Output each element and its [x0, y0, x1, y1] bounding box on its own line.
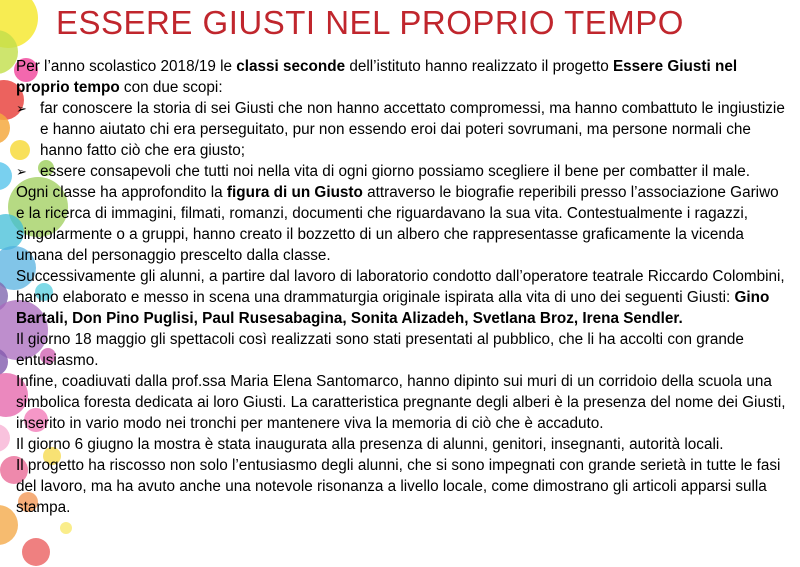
bold-figure: figura di un Giusto	[226, 184, 363, 201]
project-paragraph: Il progetto ha riscosso non solo l’entusiasmo degli alunni, che si sono impegnati con grande serietà in tutte le fasi del lavoro, ma ha avuto anche una notevole risonanza a livello locale, come dimostrano gli articoli apparsi sulla stampa.	[16, 457, 781, 516]
class-paragraph	[16, 182, 790, 266]
intro-bold-project: Essere Giusti nel proprio tempo	[16, 58, 738, 96]
page-title: ESSERE GIUSTI NEL PROPRIO TEMPO	[56, 4, 684, 41]
intro-bold-classes: classi seconde	[236, 58, 346, 75]
list-item-text: essere consapevoli che tutti noi nella vita di ogni giorno possiamo scegliere il bene per combatter il male.	[40, 163, 750, 180]
bubble	[0, 424, 10, 452]
paragraph-text: Successivamente gli alunni, a partire dal lavoro di laboratorio condotto dall’operatore teatrale Riccardo Colombini, hanno elaborato e messo in scena una drammaturgia originale ispirata alla vita di uno dei seguenti Giusti:	[16, 268, 785, 306]
article-body	[16, 56, 790, 518]
bubble	[0, 162, 12, 190]
giusti-names: Gino Bartali, Don Pino Puglisi, Paul Rusesabagina, Sonita Alizadeh, Svetlana Broz, Irena Sendler.	[16, 289, 770, 327]
intro-text: con due scopi:	[119, 79, 223, 96]
arrow-bullet-icon: ➢	[16, 164, 27, 179]
may-paragraph: Il giorno 18 maggio gli spettacoli così realizzati sono stati presentati al pubblico, che li ha accolti con grande entusiasmo.	[16, 331, 744, 369]
list-item-text: far conoscere la storia di sei Giusti che non hanno accettato compromessi, ma hanno combattuto le ingiustizie e hanno aiutato chi era perseguitato, pur non essendo eroi dai poteri sovrumani, ma persone normali che hanno fatto ciò che era giusto;	[40, 100, 785, 159]
list-item	[16, 98, 790, 161]
paragraph-text: Ogni classe ha approfondito la	[16, 184, 227, 201]
intro-text: Per l’anno scolastico 2018/19 le	[16, 58, 237, 75]
list-item	[16, 161, 790, 182]
arrow-bullet-icon: ➢	[16, 101, 27, 116]
goals-list	[16, 98, 790, 182]
theatre-paragraph	[16, 266, 790, 329]
intro-paragraph	[16, 56, 790, 98]
paragraph-text: attraverso le biografie reperibili presso l’associazione Gariwo e la ricerca di immagini, filmati, romanzi, documenti che riguardavano la sua vita. Contestualmente i ragazzi, singolarmente o a gruppi, hanno creato il bozzetto di un albero che rappresentasse graficamente la vicenda umana del personaggio prescelto dalla classe.	[16, 184, 779, 264]
bubble	[22, 538, 50, 566]
bubble	[60, 522, 72, 534]
intro-text: dell’istituto hanno realizzato il progetto	[345, 58, 613, 75]
june-paragraph: Il giorno 6 giugno la mostra è stata inaugurata alla presenza di alunni, genitori, insegnanti, autorità locali.	[16, 436, 724, 453]
forest-paragraph: Infine, coadiuvati dalla prof.ssa Maria Elena Santomarco, hanno dipinto sui muri di un corridoio della scuola una simbolica foresta dedicata ai loro Giusti. La caratteristica pregnante degli alberi è la presenza del nome dei Giusti, inserito in vario modo nei tronchi per mantenere viva la memoria di ciò che è accaduto.	[16, 373, 786, 432]
